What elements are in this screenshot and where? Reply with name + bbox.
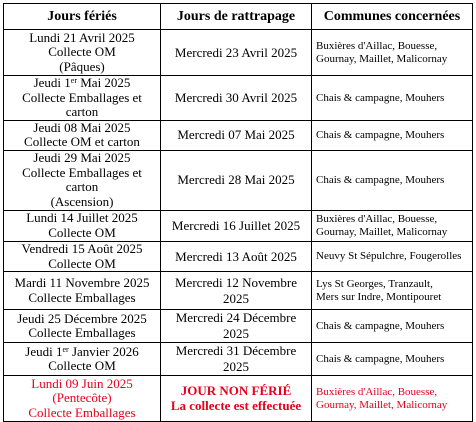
holiday-cell (4, 241, 161, 271)
holiday-cell-line: Lundi 14 Juillet 2025 (26, 210, 138, 226)
makeup-day-cell-line: Mercredi 28 Mai 2025 (177, 172, 295, 188)
table-row (4, 120, 473, 150)
holiday-cell-line: Mardi 11 Novembre 2025 (14, 275, 150, 291)
holiday-cell-line: carton (65, 104, 99, 120)
makeup-day-cell (161, 30, 312, 76)
table-row (4, 343, 473, 376)
communes-cell-line: Chais & campagne, Mouhers (316, 174, 445, 187)
table-row (4, 76, 473, 121)
table-row (4, 376, 473, 422)
holiday-cell (4, 210, 161, 241)
header-row (4, 4, 473, 30)
header-holidays: Jours fériés (4, 4, 161, 30)
makeup-day-cell (161, 376, 312, 422)
holiday-cell-line: Jeudi 29 Mai 2025 (33, 150, 131, 166)
makeup-day-cell-line: Mercredi 31 Décembre 2025 (175, 343, 297, 375)
holiday-cell-line: carton (65, 179, 99, 195)
holiday-cell-line: Jeudi 25 Décembre 2025 (17, 310, 147, 326)
makeup-day-cell (161, 310, 312, 343)
communes-cell (312, 272, 473, 310)
header-makeup-days: Jours de rattrapage (161, 4, 312, 30)
holiday-cell-line: Collecte OM (48, 255, 116, 271)
communes-cell (312, 150, 473, 210)
holiday-cell-line: Vendredi 15 Août 2025 (21, 240, 143, 256)
makeup-day-cell-line: JOUR NON FÉRIÉ (180, 383, 292, 399)
holiday-cell (4, 343, 161, 376)
holiday-cell-line: Lundi 09 Juin 2025 (31, 375, 133, 391)
holiday-cell-line: Jeudi 1er Mai 2025 (33, 75, 131, 90)
holiday-cell-line: Collecte OM et carton (24, 134, 140, 150)
makeup-day-cell (161, 241, 312, 271)
holiday-cell-line: Collecte OM (48, 44, 116, 60)
holiday-cell (4, 120, 161, 150)
communes-cell (312, 310, 473, 343)
communes-cell-line: Chais & campagne, Mouhers (316, 319, 445, 332)
holiday-cell (4, 150, 161, 210)
communes-cell-line: Gournay, Maillet, Malicornay (316, 225, 448, 238)
communes-cell (312, 210, 473, 241)
holiday-cell-line: Collecte Emballages (28, 289, 136, 305)
makeup-day-cell (161, 76, 312, 121)
communes-cell (312, 30, 473, 76)
makeup-day-cell-line: Mercredi 07 Mai 2025 (177, 127, 295, 143)
communes-cell (312, 120, 473, 150)
table-row (4, 150, 473, 210)
holiday-cell-line: Collecte Emballages (28, 325, 136, 341)
holiday-cell (4, 376, 161, 422)
communes-cell (312, 376, 473, 422)
header-communes: Communes concernées (312, 4, 473, 30)
communes-cell (312, 241, 473, 271)
holiday-cell-line: Collecte Emballages et (22, 164, 142, 180)
holiday-date-rest: Janvier 2026 (68, 343, 139, 359)
communes-cell-line: Neuvy St Sépulchre, Fougerolles (316, 250, 462, 263)
makeup-day-cell-line: Mercredi 24 Décembre 2025 (175, 310, 297, 342)
makeup-day-cell-line: Mercredi 13 Août 2025 (175, 248, 297, 264)
makeup-day-cell-line: Mercredi 23 Avril 2025 (174, 44, 298, 60)
table-row (4, 272, 473, 310)
holiday-cell-line: Collecte OM (48, 224, 116, 240)
communes-cell (312, 343, 473, 376)
holiday-cell (4, 310, 161, 343)
holiday-cell-line: Collecte Emballages et (22, 89, 142, 105)
holiday-cell-line: Jeudi 1er Janvier 2026 (25, 343, 139, 359)
holiday-cell-line: (Ascension) (50, 194, 114, 210)
table-row (4, 210, 473, 241)
table-row (4, 241, 473, 271)
communes-cell-line: Lys St Georges, Tranzault, (316, 278, 433, 291)
holiday-cell-line: Lundi 21 Avril 2025 (29, 29, 135, 45)
holiday-cell-line: (Pentecôte) (52, 390, 112, 406)
holiday-date-rest: Mai 2025 (76, 75, 131, 90)
makeup-day-cell (161, 120, 312, 150)
communes-cell-line: Buxières d'Aillac, Bouesse, (316, 213, 438, 226)
communes-cell-line: Buxières d'Aillac, Bouesse, (316, 386, 438, 399)
communes-cell-line: Chais & campagne, Mouhers (316, 352, 445, 365)
ordinal-suffix: er (70, 76, 77, 85)
ordinal-suffix: er (62, 344, 69, 354)
holiday-schedule-table (3, 3, 473, 422)
holiday-cell (4, 76, 161, 121)
holiday-cell-line: Collecte OM (48, 358, 116, 374)
makeup-day-cell (161, 343, 312, 376)
communes-cell (312, 76, 473, 121)
table-row (4, 310, 473, 343)
communes-cell-line: Chais & campagne, Mouhers (316, 129, 445, 142)
holiday-cell-line: (Pâques) (59, 58, 105, 74)
communes-cell-line: Gournay, Maillet, Malicornay (316, 398, 448, 411)
communes-cell-line: Gournay, Maillet, Malicornay (316, 52, 448, 65)
communes-cell-line: Mers sur Indre, Montipouret (316, 290, 442, 303)
makeup-day-cell (161, 210, 312, 241)
holiday-cell (4, 272, 161, 310)
holiday-cell (4, 30, 161, 76)
communes-cell-line: Buxières d'Aillac, Bouesse, (316, 39, 438, 52)
makeup-day-cell (161, 272, 312, 310)
makeup-day-cell (161, 150, 312, 210)
holiday-cell-line: Collecte Emballages (28, 404, 136, 420)
table-row (4, 30, 473, 76)
makeup-day-cell-line: Mercredi 30 Avril 2025 (174, 89, 298, 105)
communes-cell-line: Chais & campagne, Mouhers (316, 91, 445, 104)
holiday-cell-line: Jeudi 08 Mai 2025 (33, 119, 131, 135)
makeup-day-cell-line: Mercredi 12 Novembre 2025 (174, 274, 297, 306)
makeup-day-cell-line: La collecte est effectuée (170, 397, 302, 413)
makeup-day-cell-line: Mercredi 16 Juillet 2025 (171, 217, 301, 233)
